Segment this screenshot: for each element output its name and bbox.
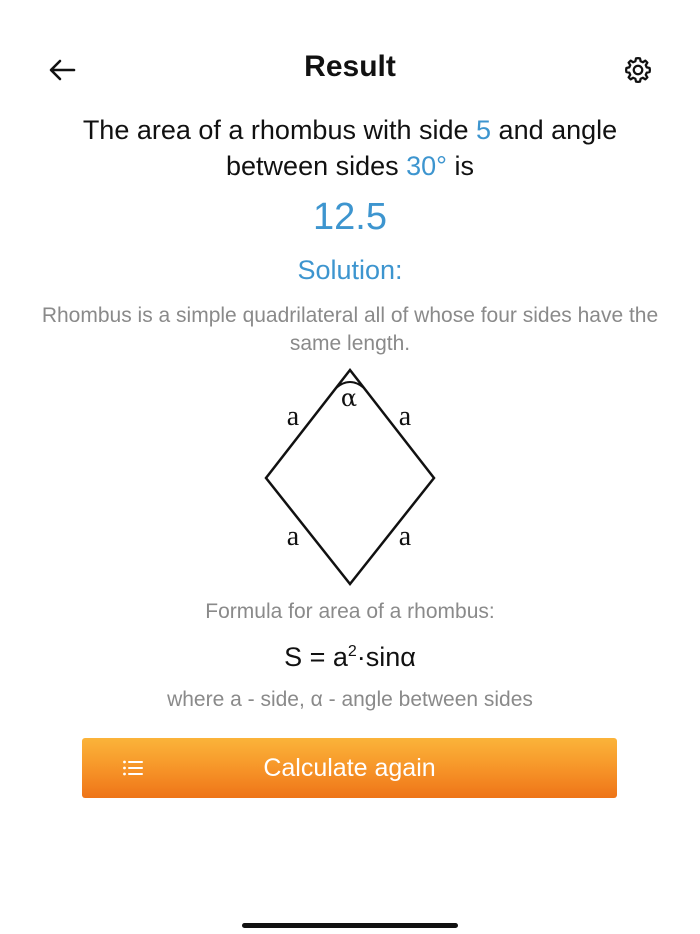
formula-note: where a - side, α - angle between sides — [167, 688, 533, 711]
question-prefix: The area of a rhombus with side — [82, 115, 477, 145]
formula-exponent: 2 — [347, 643, 357, 660]
side-label-bottom-left: a — [286, 521, 300, 552]
side-value: 5 — [476, 115, 492, 145]
formula-rhs: ·sinα — [356, 642, 416, 672]
solution-title: Solution: — [297, 255, 403, 285]
side-label-bottom-right: a — [398, 521, 412, 552]
question-text — [40, 112, 660, 184]
formula-label: Formula for area of a rhombus: — [205, 600, 495, 623]
gear-icon — [623, 55, 653, 85]
calculate-again-label: Calculate again — [263, 753, 436, 782]
formula-lhs: S = a — [284, 642, 348, 672]
list-icon — [122, 758, 144, 778]
side-label-top-right: a — [398, 401, 412, 432]
rhombus-diagram — [250, 360, 450, 592]
home-indicator — [242, 923, 458, 928]
question-middle: and angle between sides — [226, 115, 618, 181]
formula — [0, 642, 700, 673]
result-value: 12.5 — [313, 196, 387, 238]
question-suffix: is — [446, 151, 474, 181]
calculate-again-button[interactable] — [82, 738, 617, 798]
side-label-top-left: a — [286, 401, 300, 432]
angle-label: α — [340, 384, 358, 412]
angle-value: 30° — [406, 151, 447, 181]
header-bar — [0, 40, 700, 100]
settings-button[interactable] — [618, 52, 658, 88]
solution-description: Rhombus is a simple quadrilateral all of whose four sides have the same length. — [41, 304, 659, 355]
page-title: Result — [304, 50, 396, 83]
